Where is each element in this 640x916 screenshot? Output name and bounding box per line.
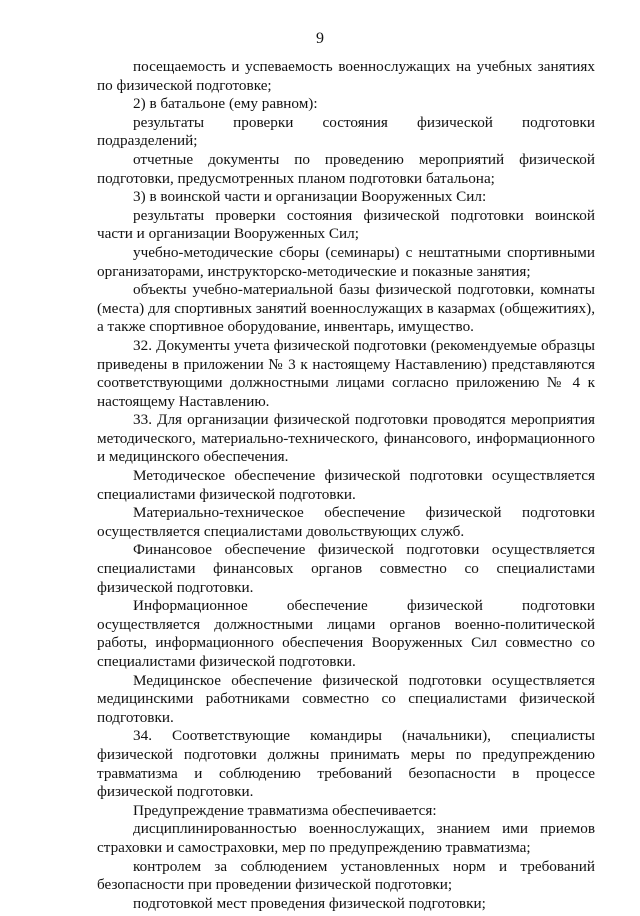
paragraph: объекты учебно-материальной базы физической подготовки, комнаты (места) для спортивных занятий военнослужащих в казармах (общежитиях), а также спортивное оборудование, инвентарь, имущество. <box>97 281 595 336</box>
paragraph: контролем за соблюдением установленных норм и требований безопасности при проведении физической подготовки; <box>97 857 595 894</box>
paragraph: результаты проверки состояния физической подготовки воинской части и организации Вооруженных Сил; <box>97 206 595 243</box>
paragraph: 34. Соответствующие командиры (начальники), специалисты физической подготовки должны принимать меры по предупреждению травматизма и соблюдению требований безопасности в процессе физической подготовки. <box>97 727 595 801</box>
page-number: 9 <box>316 30 324 47</box>
paragraph: Методическое обеспечение физической подготовки осуществляется специалистами физической подготовки. <box>97 467 595 503</box>
paragraph: результаты проверки состояния физической подготовки подразделений; <box>97 113 595 150</box>
paragraph: Медицинское обеспечение физической подготовки осуществляется медицинскими работниками совместно со специалистами физической подготовки. <box>97 671 595 726</box>
paragraph: Материально-техническое обеспечение физической подготовки осуществляется специалистами довольствующих служб. <box>97 504 595 540</box>
paragraph: 32. Документы учета физической подготовки (рекомендуемые образцы приведены в приложении № 3 к настоящему Наставлению) представляются соответствующими должностными лицами согласно приложению № 4 к настоящему Наставлению. <box>97 336 595 410</box>
paragraph: 33. Для организации физической подготовки проводятся мероприятия методического, материально-технического, финансового, информационного и медицинского обеспечения. <box>97 411 595 466</box>
paragraph: Финансовое обеспечение физической подготовки осуществляется специалистами финансовых органов совместно со специалистами физической подготовки. <box>97 541 595 596</box>
paragraph: учебно-методические сборы (семинары) с нештатными спортивными организаторами, инструкторско-методические и показные занятия; <box>97 243 595 280</box>
paragraph: 2) в батальоне (ему равном): <box>133 95 318 113</box>
paragraph: отчетные документы по проведению мероприятий физической подготовки, предусмотренных планом подготовки батальона; <box>97 150 595 187</box>
document-body <box>97 58 595 913</box>
paragraph: посещаемость и успеваемость военнослужащих на учебных занятиях по физической подготовке; <box>97 58 595 94</box>
paragraph: Предупреждение травматизма обеспечивается: <box>133 801 437 819</box>
paragraph: дисциплинированностью военнослужащих, знанием ими приемов страховки и самостраховки, мер по предупреждению травматизма; <box>97 820 595 856</box>
paragraph: Информационное обеспечение физической подготовки осуществляется должностными лицами органов военно-политической работы, информационного обеспечения Вооруженных Сил совместно со специалистами физической подготовки. <box>97 597 595 670</box>
paragraph: 3) в воинской части и организации Вооруженных Сил: <box>133 188 487 206</box>
paragraph: подготовкой мест проведения физической подготовки; <box>133 894 486 912</box>
